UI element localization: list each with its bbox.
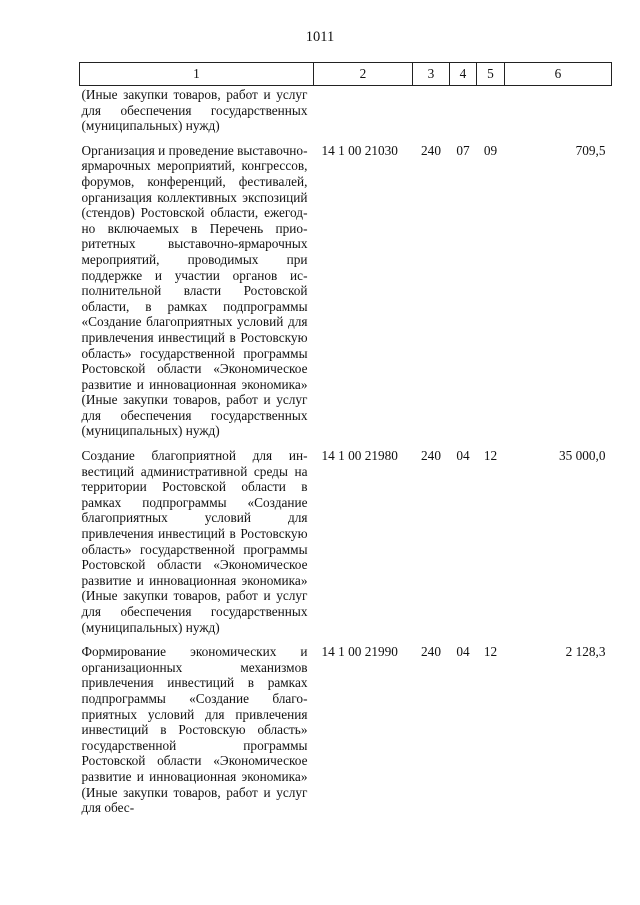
row-rz: 04 xyxy=(456,644,470,660)
row-pr: 12 xyxy=(483,644,498,660)
row-code: 14 1 00 21030 xyxy=(321,142,398,158)
row-description: Создание благоприятной для инвестиций административной среды на территории Ростовской области в рамках подпрограммы «Создание благоприятных условий для привлечения инвестиций в Ростовскую область» государственной программы Ростовской области «Экономическое развитие и инновационная экономика» (Иные закупки товаров, работ и услуг для обеспечения государственных (муниципальных) нужд) xyxy=(81,448,308,635)
header-col-1: 1 xyxy=(80,63,314,86)
row-vr xyxy=(413,86,450,134)
table-row xyxy=(80,86,612,134)
row-pr xyxy=(477,86,505,134)
table-header-row xyxy=(80,63,612,86)
header-col-6: 6 xyxy=(505,63,612,86)
header-col-4: 4 xyxy=(450,63,477,86)
row-amount: 709,5 xyxy=(575,142,606,158)
header-col-5: 5 xyxy=(477,63,505,86)
row-rz: 07 xyxy=(456,142,470,158)
page-number: 1011 xyxy=(305,29,335,45)
table-row xyxy=(80,635,612,816)
row-vr: 240 xyxy=(421,448,441,464)
header-col-2: 2 xyxy=(314,63,413,86)
row-code xyxy=(314,86,413,134)
header-col-3: 3 xyxy=(413,63,450,86)
row-amount xyxy=(505,86,612,134)
table-row xyxy=(80,134,612,439)
row-description: Формирование экономических и организационных механизмов привлечения инвестиций в рамках подпрограммы «Создание благоприятных условий для привлечения инвестиций в Ростовскую область» государственной программы Ростовской области «Экономическое развитие и инновационная экономика» (Иные закупки товаров, работ и услуг для обес- xyxy=(81,644,308,816)
budget-table xyxy=(79,62,612,816)
row-pr: 12 xyxy=(483,448,498,464)
table-row xyxy=(80,439,612,635)
row-description: (Иные закупки товаров, работ и услуг для обеспечения государственных (муниципальных) нужд) xyxy=(81,87,308,134)
row-vr: 240 xyxy=(421,644,441,660)
row-amount: 2 128,3 xyxy=(565,644,606,660)
row-amount: 35 000,0 xyxy=(558,448,606,464)
row-description: Организация и проведение выставочно-ярмарочных мероприятий, конгрессов, форумов, конференций, фестивалей, организация коллективных экспозиций (стендов) Ростовской области, ежегодно включаемых в Перечень приоритетных выставочно-ярмарочных мероприятий, проводимых при поддержке и участии органов исполнительной власти Ростовской области, в рамках подпрограммы «Создание благоприятных условий для привлечения инвестиций в Ростовскую область» государственной программы Ростовской области «Экономическое развитие и инновационная экономика» (Иные закупки товаров, работ и услуг для обеспечения государственных (муниципальных) нужд) xyxy=(81,142,308,439)
row-code: 14 1 00 21990 xyxy=(321,644,398,660)
row-rz: 04 xyxy=(456,448,470,464)
row-rz xyxy=(450,86,477,134)
row-vr: 240 xyxy=(421,142,441,158)
row-code: 14 1 00 21980 xyxy=(321,448,398,464)
row-pr: 09 xyxy=(483,142,498,158)
